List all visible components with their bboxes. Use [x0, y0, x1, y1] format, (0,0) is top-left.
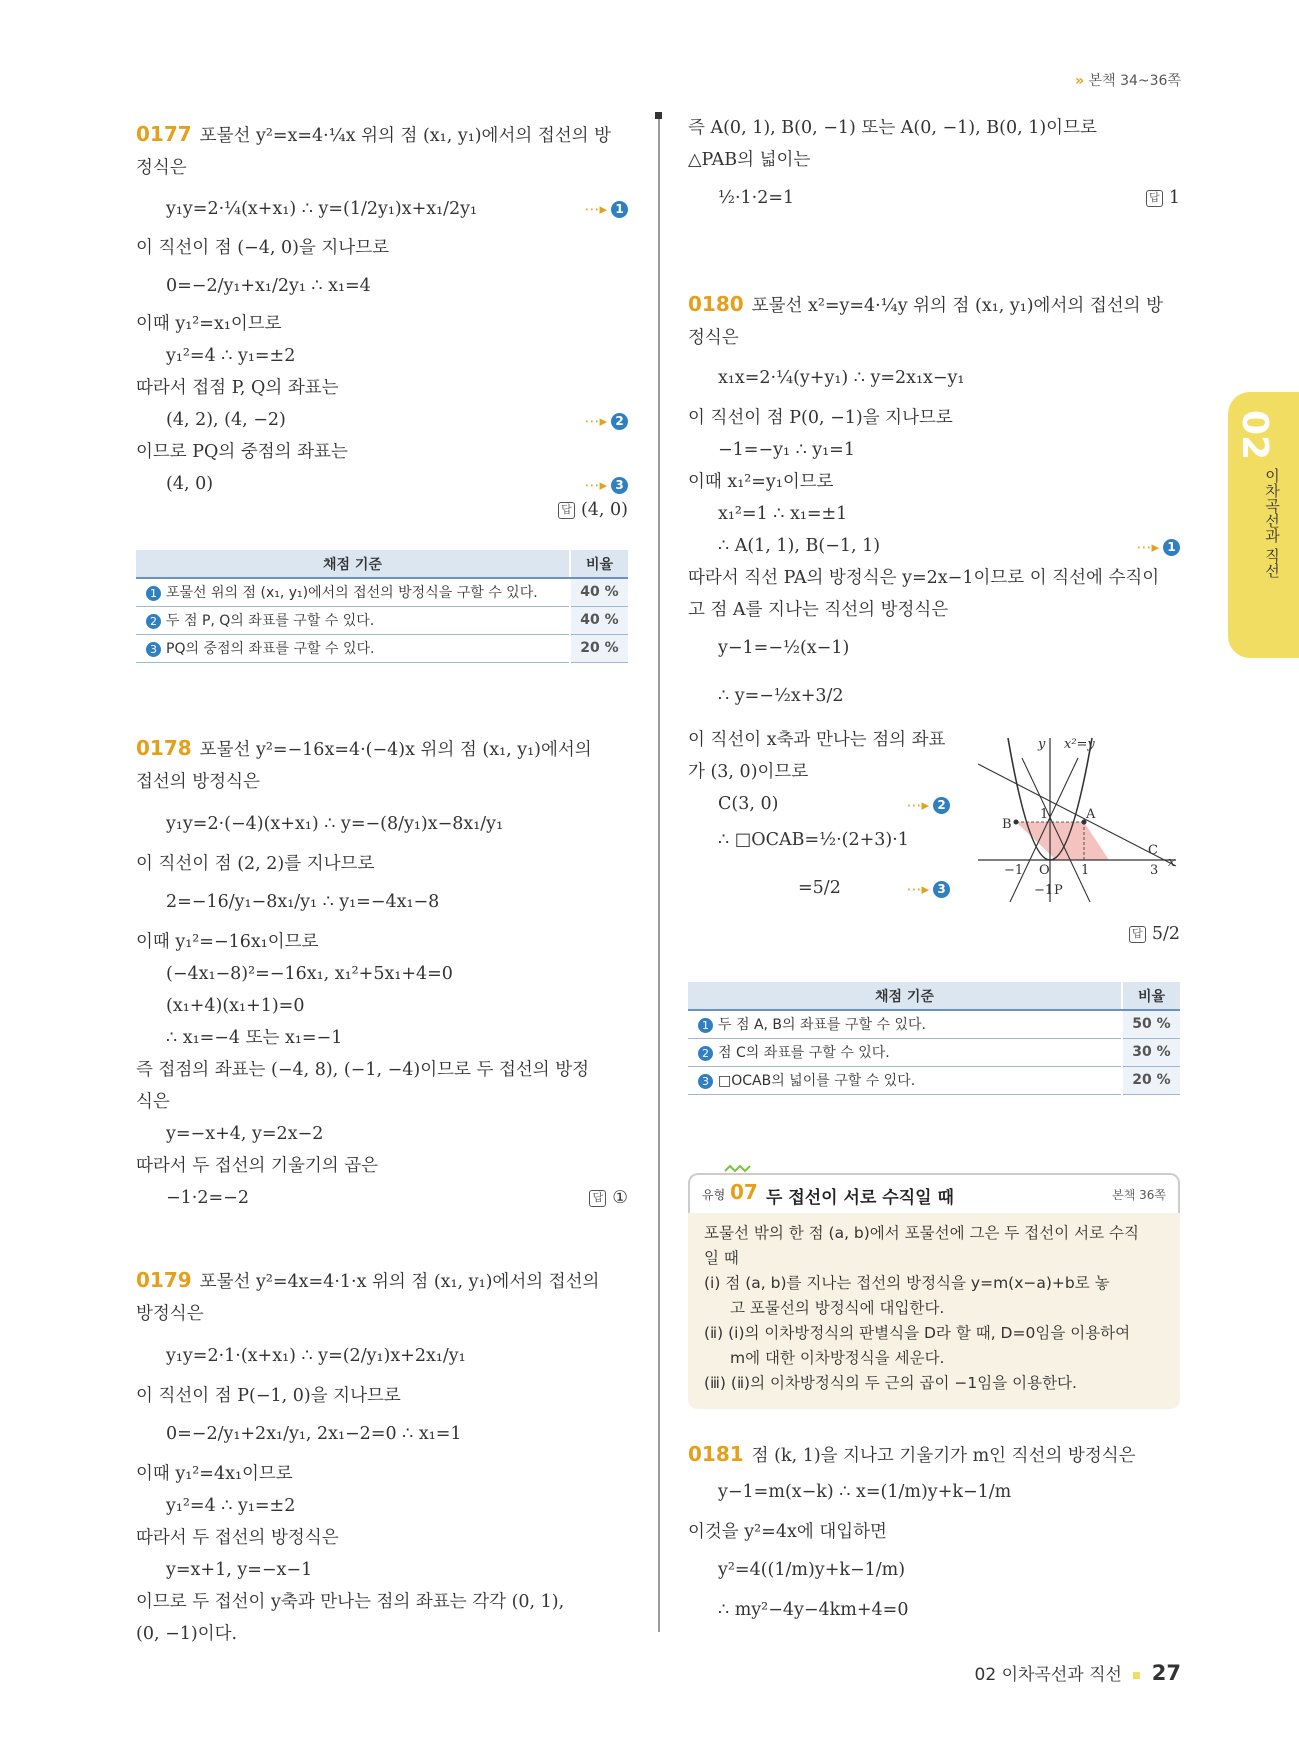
- tick-x-1: 1: [1081, 863, 1090, 878]
- equation-line: (4, 2), (4, −2): [166, 410, 286, 430]
- type-ref: 본책 36쪽: [1112, 1188, 1166, 1202]
- ratio-header: 비율: [1122, 982, 1180, 1010]
- grading-header: 채점 기준: [136, 550, 570, 578]
- equation-line: y₁y=2·1·(x+x₁) ∴ y=(2/y₁)x+2x₁/y₁: [166, 1346, 466, 1366]
- parabola-graph: [978, 734, 1178, 904]
- problem-number: 0180: [688, 292, 744, 316]
- footer-chapter: 02 이차곡선과 직선: [974, 1665, 1122, 1685]
- text-line: 가 (3, 0)이므로: [688, 762, 809, 782]
- wave-icon: [724, 1163, 754, 1173]
- ratio-header: 비율: [570, 550, 628, 578]
- type-header: [688, 1173, 1180, 1213]
- curve-label: x²=y: [1064, 737, 1095, 752]
- answer-icon: 답: [1146, 190, 1163, 207]
- equation-line: x₁x=2·¼(y+y₁) ∴ y=2x₁x−y₁: [718, 368, 965, 388]
- text-line: 이것을 y²=4x에 대입하면: [688, 1522, 887, 1542]
- problem-0179-line1: 0179 포물선 y²=4x=4·1·x 위의 점 (x₁, y₁)에서의 접선의: [136, 1268, 600, 1292]
- text-line: 이 직선이 점 P(−1, 0)을 지나므로: [136, 1386, 401, 1406]
- text-line: 즉 접점의 좌표는 (−4, 8), (−1, −4)이므로 두 접선의 방정: [136, 1060, 590, 1080]
- text-line: 이 직선이 점 (−4, 0)을 지나므로: [136, 238, 390, 258]
- table-row: 1 두 점 A, B의 좌표를 구할 수 있다. 50 %: [688, 1010, 1180, 1038]
- page-number: 27: [1151, 1661, 1181, 1685]
- tick-x-neg1: −1: [1004, 863, 1024, 878]
- x-label: x: [1168, 855, 1176, 870]
- equation-line: 0=−2/y₁+x₁/2y₁ ∴ x₁=4: [166, 276, 371, 296]
- text-line: 접선의 방정식은: [136, 772, 260, 792]
- text-line: 이므로 두 접선이 y축과 만나는 점의 좌표는 각각 (0, 1),: [136, 1592, 565, 1612]
- problem-number: 0177: [136, 122, 192, 146]
- label-a: A: [1086, 807, 1096, 822]
- footer-square-icon: [1133, 1672, 1140, 1679]
- text-line: 방정식은: [136, 1304, 204, 1324]
- label-o: O: [1039, 863, 1050, 878]
- marker-2: ⋯▸ 2: [906, 796, 950, 814]
- text-line: △PAB의 넓이는: [688, 150, 811, 170]
- chapter-tab[interactable]: [1228, 392, 1299, 658]
- type-number: 07: [730, 1180, 758, 1204]
- equation-line: (−4x₁−8)²=−16x₁, x₁²+5x₁+4=0: [166, 964, 453, 984]
- equation-line: ∴ □OCAB=½·(2+3)·1: [718, 830, 909, 850]
- text-line: 이때 x₁²=y₁이므로: [688, 472, 834, 492]
- equation-line: −1=−y₁ ∴ y₁=1: [718, 440, 855, 460]
- left-column: [136, 118, 628, 1644]
- marker-3: ⋯▸ 3: [584, 476, 628, 494]
- grading-table-0177: [136, 550, 628, 663]
- tick-y-neg1: −1: [1034, 883, 1054, 898]
- text-line: 이때 y₁²=x₁이므로: [136, 314, 282, 334]
- divider-mark: [655, 112, 662, 119]
- problem-0181: [688, 1438, 1180, 1638]
- text-line: 따라서 접점 P, Q의 좌표는: [136, 378, 339, 398]
- type-body: 포물선 밖의 한 점 (a, b)에서 포물선에 그은 두 접선이 서로 수직 일 때 (ⅰ) 점 (a, b)를 지나는 접선의 방정식을 y=m(x−a)+b로 놓 고 포물선의 방정식에 대입한다. (ⅱ) (ⅰ)의 이차방정식의 판별식을 D라 할 때, D=0임을 이용하여 m에 대한 이차방정식을 세운다. (ⅲ) (ⅱ)의 이차방정식의 두 근의 곱이 −1임을 이용한다.: [688, 1213, 1180, 1409]
- text-line: 정식은: [136, 158, 187, 178]
- label-p: P: [1054, 883, 1063, 898]
- marker-1: ⋯▸ 1: [1136, 538, 1180, 556]
- equation-line: ½·1·2=1: [718, 188, 795, 208]
- chapter-tab-number: 02: [1234, 410, 1275, 461]
- equation-line: 2=−16/y₁−8x₁/y₁ ∴ y₁=−4x₁−8: [166, 892, 440, 912]
- text-line: 따라서 두 접선의 기울기의 곱은: [136, 1156, 379, 1176]
- column-divider: [658, 112, 660, 1632]
- text-line: 이 직선이 x축과 만나는 점의 좌표: [688, 730, 946, 750]
- equation-line: −1·2=−2: [166, 1188, 249, 1208]
- answer-0180: 답 5/2: [1129, 924, 1180, 944]
- marker-2: ⋯▸ 2: [584, 412, 628, 430]
- equation-line: y−1=−½(x−1): [718, 638, 850, 658]
- equation-line: y²=4((1/m)y+k−1/m): [718, 1560, 906, 1580]
- text-line: 이때 y₁²=−16x₁이므로: [136, 932, 319, 952]
- text-line: 고 점 A를 지나는 직선의 방정식은: [688, 600, 949, 620]
- text-line: (0, −1)이다.: [136, 1624, 238, 1644]
- table-row: 1 포물선 위의 점 (x₁, y₁)에서의 접선의 방정식을 구할 수 있다. 40 %: [136, 578, 628, 606]
- problem-0181-line1: 0181 점 (k, 1)을 지나고 기울기가 m인 직선의 방정식은: [688, 1442, 1136, 1466]
- page-ref: » 본책 34~36쪽: [1075, 73, 1181, 89]
- text-line: 따라서 직선 PA의 방정식은 y=2x−1이므로 이 직선에 수직이: [688, 568, 1160, 588]
- table-row: 3 PQ의 중점의 좌표를 구할 수 있다. 20 %: [136, 634, 628, 662]
- answer-0178: 답 ①: [589, 1188, 628, 1208]
- equation-line: y−1=m(x−k) ∴ x=(1/m)y+k−1/m: [718, 1482, 1012, 1502]
- table-row: 2 점 C의 좌표를 구할 수 있다. 30 %: [688, 1038, 1180, 1066]
- tick-x-3: 3: [1150, 863, 1159, 878]
- equation-line: y=−x+4, y=2x−2: [166, 1124, 324, 1144]
- text-line: 이 직선이 점 (2, 2)를 지나므로: [136, 854, 375, 874]
- equation-line: y₁y=2·(−4)(x+x₁) ∴ y=−(8/y₁)x−8x₁/y₁: [166, 814, 504, 834]
- equation-line: ∴ y=−½x+3/2: [718, 686, 844, 706]
- equation-line: y₁²=4 ∴ y₁=±2: [166, 346, 296, 366]
- text-line: 이때 y₁²=4x₁이므로: [136, 1464, 293, 1484]
- answer-icon: 답: [589, 1190, 606, 1207]
- equation-line: (4, 0): [166, 474, 214, 494]
- y-label: y: [1038, 737, 1046, 752]
- type-07-box: [688, 1173, 1180, 1421]
- grading-table-0180: [688, 982, 1180, 1095]
- equation-line: ∴ A(1, 1), B(−1, 1): [718, 536, 881, 556]
- page-footer: [975, 1660, 1181, 1685]
- answer-icon: 답: [1129, 926, 1146, 943]
- quadrilateral-fill: [1016, 822, 1109, 860]
- answer-0179: 답 1: [1146, 188, 1180, 208]
- equation-line: ∴ x₁=−4 또는 x₁=−1: [166, 1028, 343, 1048]
- label-c: C: [1148, 843, 1158, 858]
- tick-y-1: 1: [1040, 807, 1049, 822]
- grading-header: 채점 기준: [688, 982, 1122, 1010]
- problem-0178-line1: 0178 포물선 y²=−16x=4·(−4)x 위의 점 (x₁, y₁)에서의: [136, 736, 592, 760]
- equation-line: y₁y=2·¼(x+x₁) ∴ y=(1/2y₁)x+x₁/2y₁: [166, 199, 478, 219]
- problem-0177-line1: 0177 포물선 y²=x=4·¼x 위의 점 (x₁, y₁)에서의 접선의 방: [136, 122, 612, 146]
- equation-line: ∴ my²−4y−4km+4=0: [718, 1600, 909, 1620]
- equation-line: (x₁+4)(x₁+1)=0: [166, 996, 305, 1016]
- equation-line: y₁²=4 ∴ y₁=±2: [166, 1496, 296, 1516]
- problem-number: 0179: [136, 1268, 192, 1292]
- problem-number: 0178: [136, 736, 192, 760]
- text-line: 이므로 PQ의 중점의 좌표는: [136, 442, 348, 462]
- equation-line: C(3, 0): [718, 794, 779, 814]
- table-row: 2 두 점 P, Q의 좌표를 구할 수 있다. 40 %: [136, 606, 628, 634]
- text-line: 식은: [136, 1092, 170, 1112]
- type-badge: 유형: [702, 1188, 726, 1202]
- chapter-tab-label: 이차곡선과 직선: [1263, 468, 1281, 578]
- answer-0177: 답 (4, 0): [558, 500, 628, 520]
- answer-icon: 답: [558, 502, 575, 519]
- marker-3: ⋯▸ 3: [906, 880, 950, 898]
- problem-number: 0181: [688, 1442, 744, 1466]
- problem-0180-line1: 0180 포물선 x²=y=4·¼y 위의 점 (x₁, y₁)에서의 접선의 방: [688, 292, 1164, 316]
- marker-1: ⋯▸ 1: [584, 200, 628, 218]
- text-line: 즉 A(0, 1), B(0, −1) 또는 A(0, −1), B(0, 1)이므로: [688, 118, 1097, 138]
- text-line: 정식은: [688, 328, 739, 348]
- equation-line: =5/2: [798, 878, 841, 898]
- point-b: [1014, 820, 1019, 825]
- equation-line: 0=−2/y₁+2x₁/y₁, 2x₁−2=0 ∴ x₁=1: [166, 1424, 462, 1444]
- type-title: 두 접선이 서로 수직일 때: [766, 1188, 954, 1208]
- table-row: 3 □OCAB의 넓이를 구할 수 있다. 20 %: [688, 1066, 1180, 1094]
- equation-line: x₁²=1 ∴ x₁=±1: [718, 504, 848, 524]
- label-b: B: [1002, 817, 1012, 832]
- text-line: 따라서 두 접선의 방정식은: [136, 1528, 339, 1548]
- text-line: 이 직선이 점 P(0, −1)을 지나므로: [688, 408, 953, 428]
- equation-line: y=x+1, y=−x−1: [166, 1560, 313, 1580]
